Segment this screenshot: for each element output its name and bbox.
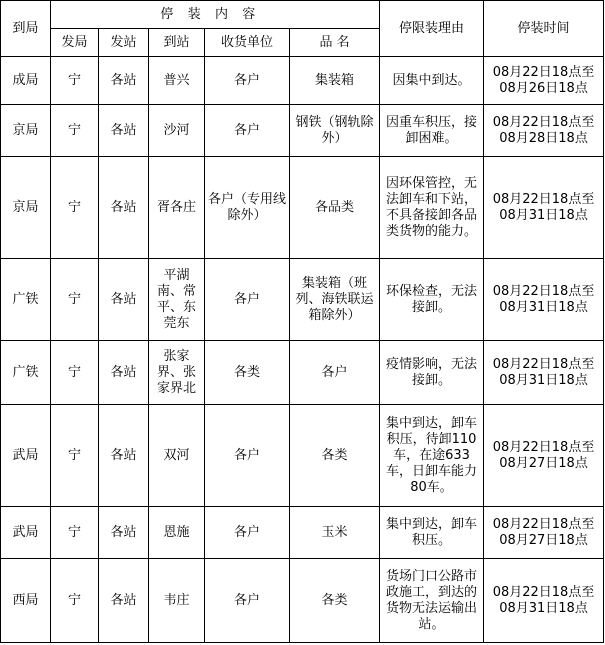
- cell-to-bureau: 广铁: [1, 259, 51, 341]
- cell-consignee: 各户（专用线除外）: [205, 157, 290, 259]
- cell-goods: 玉米: [290, 507, 380, 559]
- cell-to-station: 恩施: [149, 507, 205, 559]
- cell-time: 08月22日18点至08月28日18点: [484, 105, 604, 157]
- cell-goods: 集装箱（班列、海铁联运箱除外）: [290, 259, 380, 341]
- cell-from-bureau: 宁: [51, 57, 99, 105]
- cell-consignee: 各户: [205, 259, 290, 341]
- cell-to-bureau: 武局: [1, 405, 51, 507]
- cell-time: 08月22日18点至08月31日18点: [484, 559, 604, 643]
- cell-goods: 各类: [290, 405, 380, 507]
- cell-from-station: 各站: [99, 507, 149, 559]
- cell-goods: 各户: [290, 341, 380, 405]
- header-from-station: 发站: [99, 29, 149, 57]
- cell-time: 08月22日18点至08月27日18点: [484, 507, 604, 559]
- cell-to-bureau: 成局: [1, 57, 51, 105]
- header-time: 停装时间: [484, 1, 604, 57]
- cell-from-bureau: 宁: [51, 341, 99, 405]
- cell-reason: 集中到达，卸车积压，待卸110车，在途633车，日卸车能力80车。: [380, 405, 484, 507]
- cell-to-bureau: 西局: [1, 559, 51, 643]
- cell-to-station: 平湖南、常平、东莞东: [149, 259, 205, 341]
- cell-from-station: 各站: [99, 57, 149, 105]
- cell-consignee: 各户: [205, 559, 290, 643]
- cell-reason: 因集中到达。: [380, 57, 484, 105]
- cell-from-station: 各站: [99, 259, 149, 341]
- cell-time: 08月22日18点至08月26日18点: [484, 57, 604, 105]
- table-row: [1, 105, 604, 157]
- cell-from-bureau: 宁: [51, 259, 99, 341]
- cell-from-bureau: 宁: [51, 157, 99, 259]
- cell-reason: 环保检查，无法接卸。: [380, 259, 484, 341]
- cell-from-bureau: 宁: [51, 559, 99, 643]
- header-to-station: 到站: [149, 29, 205, 57]
- cell-reason: 集中到达，卸车积压。: [380, 507, 484, 559]
- cell-to-bureau: 武局: [1, 507, 51, 559]
- table-row: [1, 559, 604, 643]
- cell-from-station: 各站: [99, 341, 149, 405]
- cell-goods: 各品类: [290, 157, 380, 259]
- cell-to-bureau: 京局: [1, 105, 51, 157]
- header-reason: 停限装理由: [380, 1, 484, 57]
- header-goods: 品 名: [290, 29, 380, 57]
- cell-from-station: 各站: [99, 559, 149, 643]
- cell-to-bureau: 京局: [1, 157, 51, 259]
- cell-to-bureau: 广铁: [1, 341, 51, 405]
- cell-time: 08月22日18点至08月31日18点: [484, 259, 604, 341]
- cell-time: 08月22日18点至08月27日18点: [484, 405, 604, 507]
- cell-from-station: 各站: [99, 157, 149, 259]
- cell-to-station: 沙河: [149, 105, 205, 157]
- header-to-bureau: 到局: [1, 1, 51, 57]
- cell-consignee: 各类: [205, 341, 290, 405]
- cell-goods: 钢铁（钢轨除外）: [290, 105, 380, 157]
- cell-consignee: 各户: [205, 57, 290, 105]
- cell-to-station: 张家界、张家界北: [149, 341, 205, 405]
- header-from-bureau: 发局: [51, 29, 99, 57]
- cell-from-bureau: 宁: [51, 105, 99, 157]
- cell-to-station: 胥各庄: [149, 157, 205, 259]
- cell-from-bureau: 宁: [51, 405, 99, 507]
- cell-goods: 各类: [290, 559, 380, 643]
- table-row: [1, 157, 604, 259]
- cell-consignee: 各户: [205, 405, 290, 507]
- table-row: [1, 507, 604, 559]
- cell-time: 08月22日18点至08月31日18点: [484, 157, 604, 259]
- header-consignee: 收货单位: [205, 29, 290, 57]
- cell-consignee: 各户: [205, 105, 290, 157]
- cell-to-station: 普兴: [149, 57, 205, 105]
- cell-from-station: 各站: [99, 405, 149, 507]
- cell-consignee: 各户: [205, 507, 290, 559]
- table-row: [1, 341, 604, 405]
- table-row: [1, 259, 604, 341]
- cell-from-station: 各站: [99, 105, 149, 157]
- cell-reason: 货场门口公路市政施工，到达的货物无法运输出站。: [380, 559, 484, 643]
- cell-to-station: 韦庄: [149, 559, 205, 643]
- cell-reason: 因重车积压，接卸困难。: [380, 105, 484, 157]
- cell-time: 08月22日18点至08月31日18点: [484, 341, 604, 405]
- cell-from-bureau: 宁: [51, 507, 99, 559]
- cell-reason: 疫情影响，无法接卸。: [380, 341, 484, 405]
- table-row: [1, 57, 604, 105]
- cell-reason: 因环保管控，无法卸车和下站，不具备接卸各品类货物的能力。: [380, 157, 484, 259]
- table-row: [1, 405, 604, 507]
- header-content-group: 停装内容: [51, 1, 380, 29]
- cell-goods: 集装箱: [290, 57, 380, 105]
- cell-to-station: 双河: [149, 405, 205, 507]
